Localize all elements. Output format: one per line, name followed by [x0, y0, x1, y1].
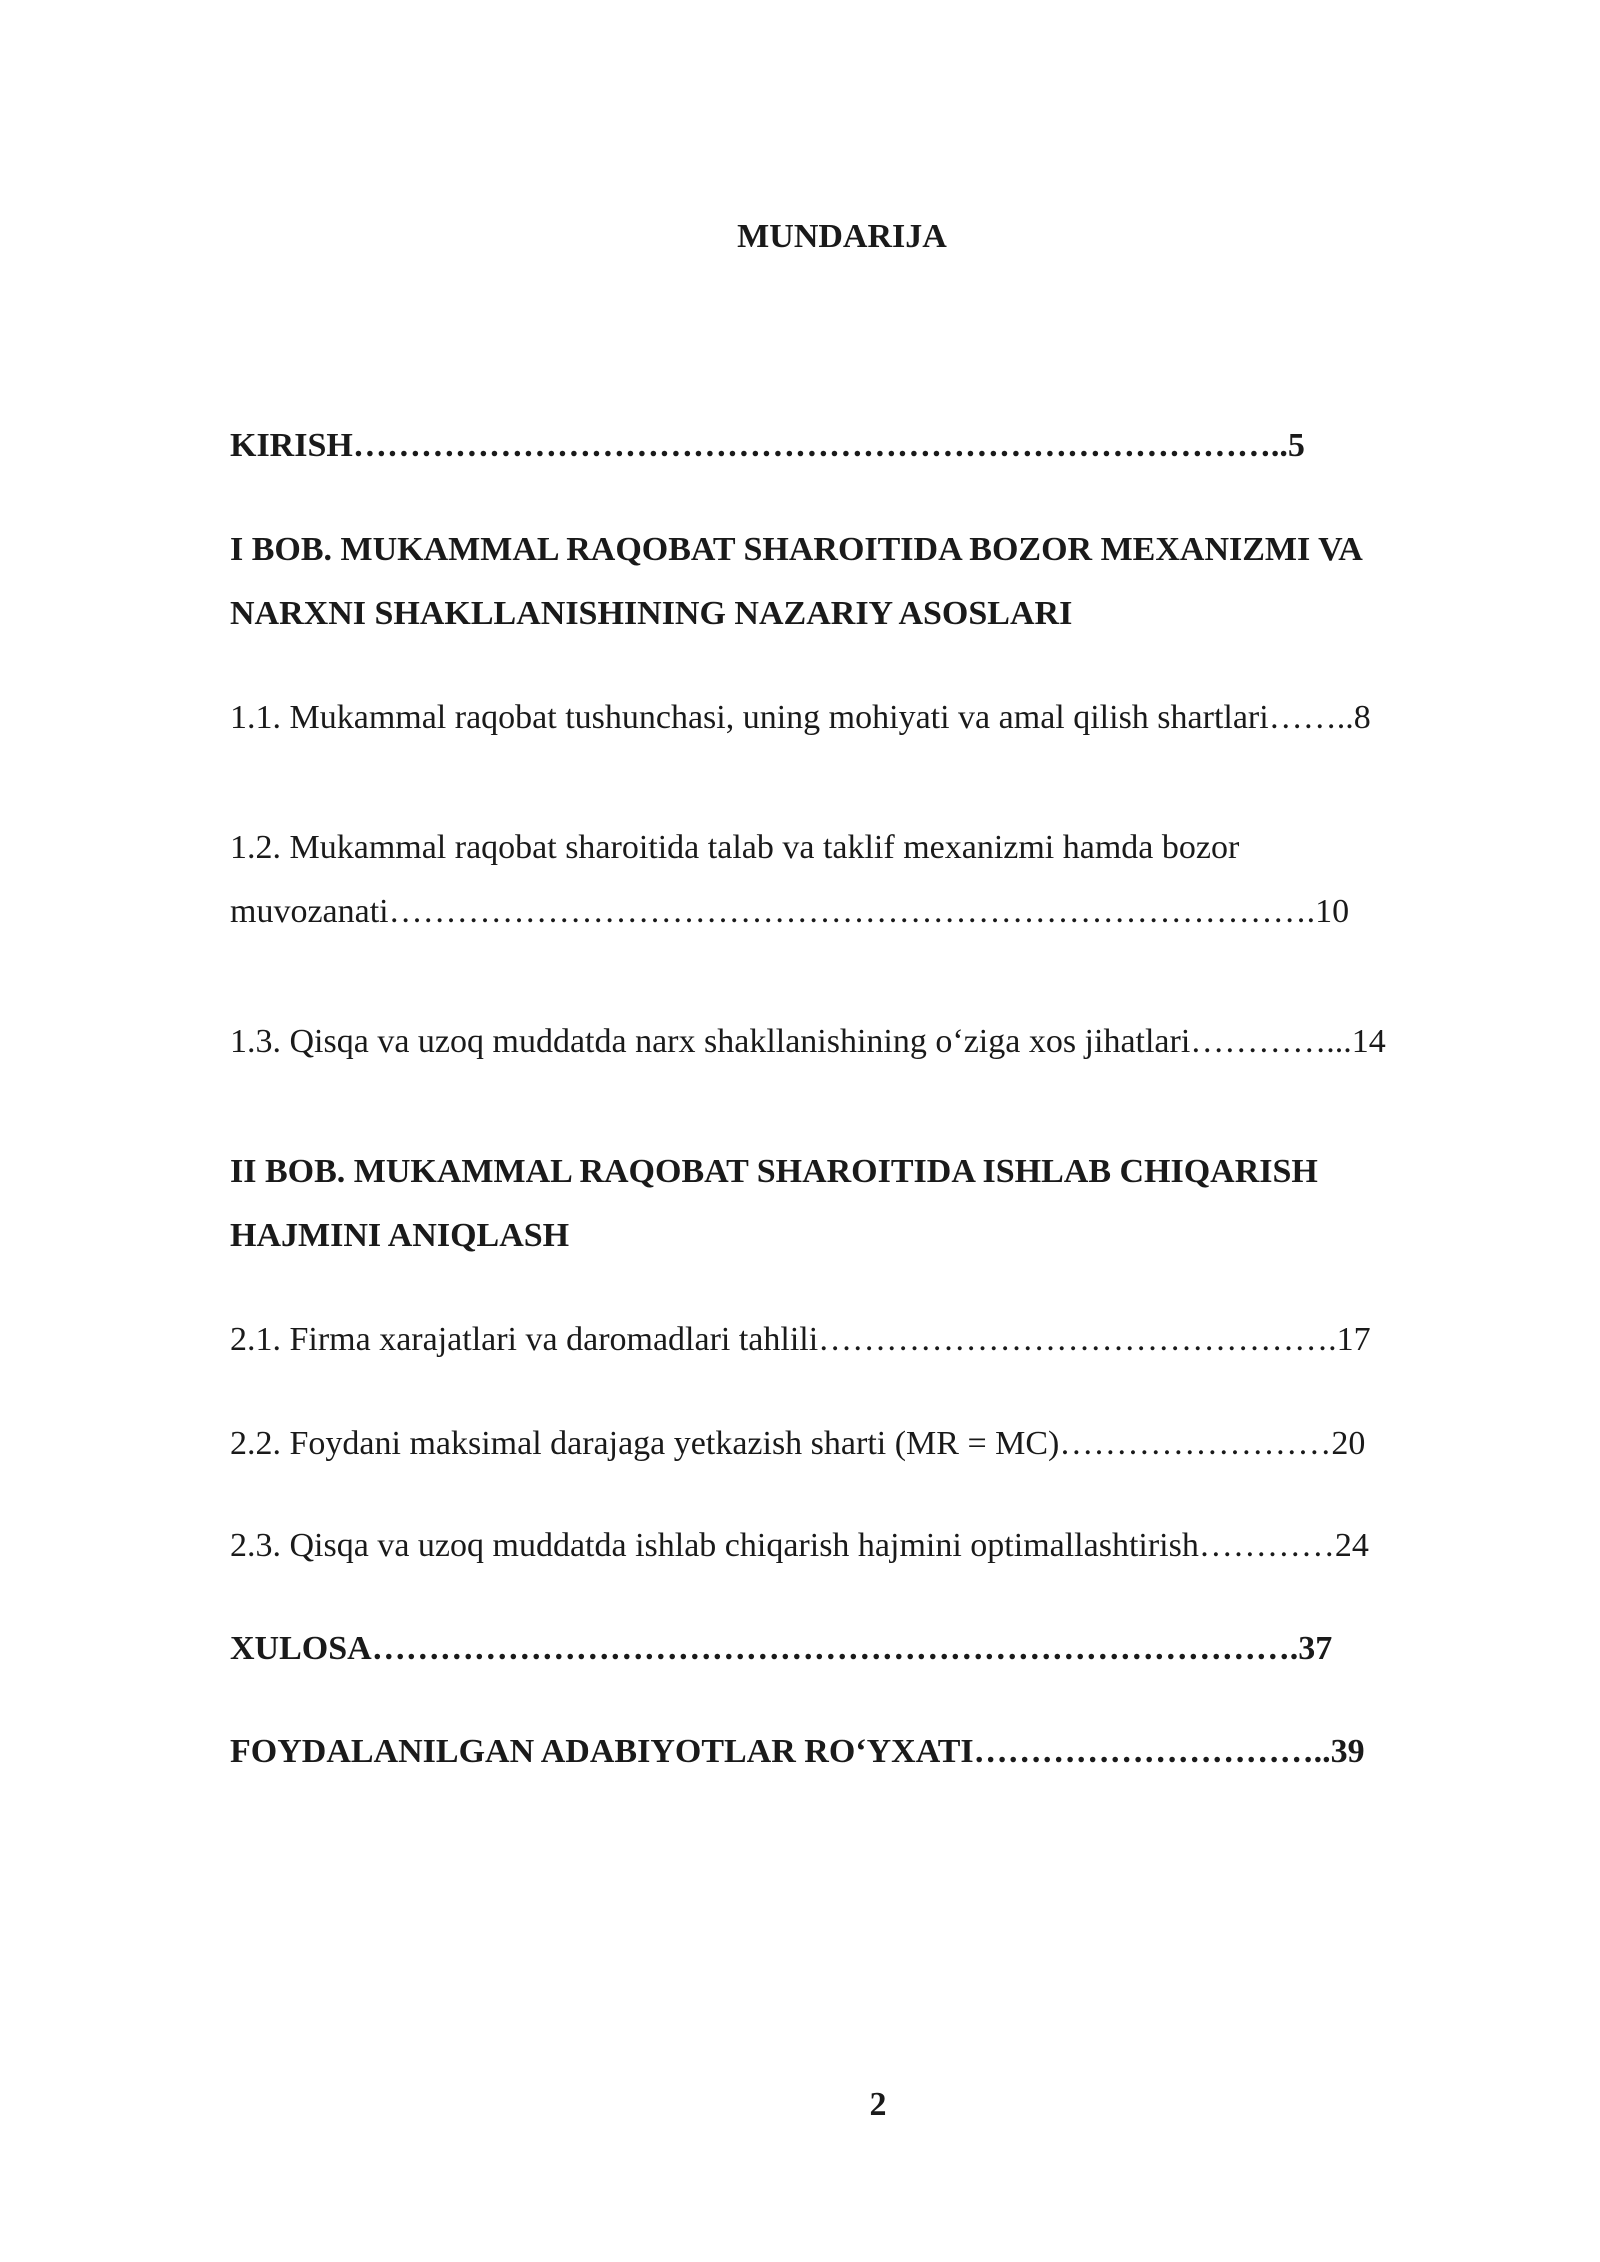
page-number: 2	[869, 2086, 887, 2123]
toc-entry-xulosa: XULOSA……………………………………………………………………….37	[230, 1630, 1333, 1667]
toc-chapter-1-line-1: I BOB. MUKAMMAL RAQOBAT SHAROITIDA BOZOR MEXANIZMI VA	[230, 531, 1363, 568]
toc-section-2-3: 2.3. Qisqa va uzoq muddatda ishlab chiqarish hajmini optimallashtirish…………24	[230, 1527, 1369, 1564]
toc-chapter-1-line-2: NARXNI SHAKLLANISHINING NAZARIY ASOSLARI	[230, 595, 1073, 632]
toc-section-1-2-line-2: muvozanati……………………………………………………………………….10	[230, 893, 1350, 930]
toc-chapter-2-line-2: HAJMINI ANIQLASH	[230, 1217, 570, 1254]
toc-section-1-3: 1.3. Qisqa va uzoq muddatda narx shakllanishining o‘ziga xos jihatlari…………...14	[230, 1023, 1386, 1060]
toc-section-1-2-line-1: 1.2. Mukammal raqobat sharoitida talab va taklif mexanizmi hamda bozor	[230, 829, 1240, 866]
page-title: MUNDARIJA	[737, 218, 947, 255]
toc-section-1-1: 1.1. Mukammal raqobat tushunchasi, uning mohiyati va amal qilish shartlari……..8	[230, 699, 1371, 736]
toc-section-2-2: 2.2. Foydani maksimal darajaga yetkazish sharti (MR = MC)……………………20	[230, 1425, 1366, 1462]
toc-entry-kirish: KIRISH………………………………………………………………………..5	[230, 427, 1305, 464]
toc-section-2-1: 2.1. Firma xarajatlari va daromadlari tahlili……………………………………….17	[230, 1321, 1371, 1358]
toc-chapter-2-line-1: II BOB. MUKAMMAL RAQOBAT SHAROITIDA ISHLAB CHIQARISH	[230, 1153, 1318, 1190]
toc-entry-adabiyotlar: FOYDALANILGAN ADABIYOTLAR RO‘YXATI…………………………..39	[230, 1733, 1365, 1770]
